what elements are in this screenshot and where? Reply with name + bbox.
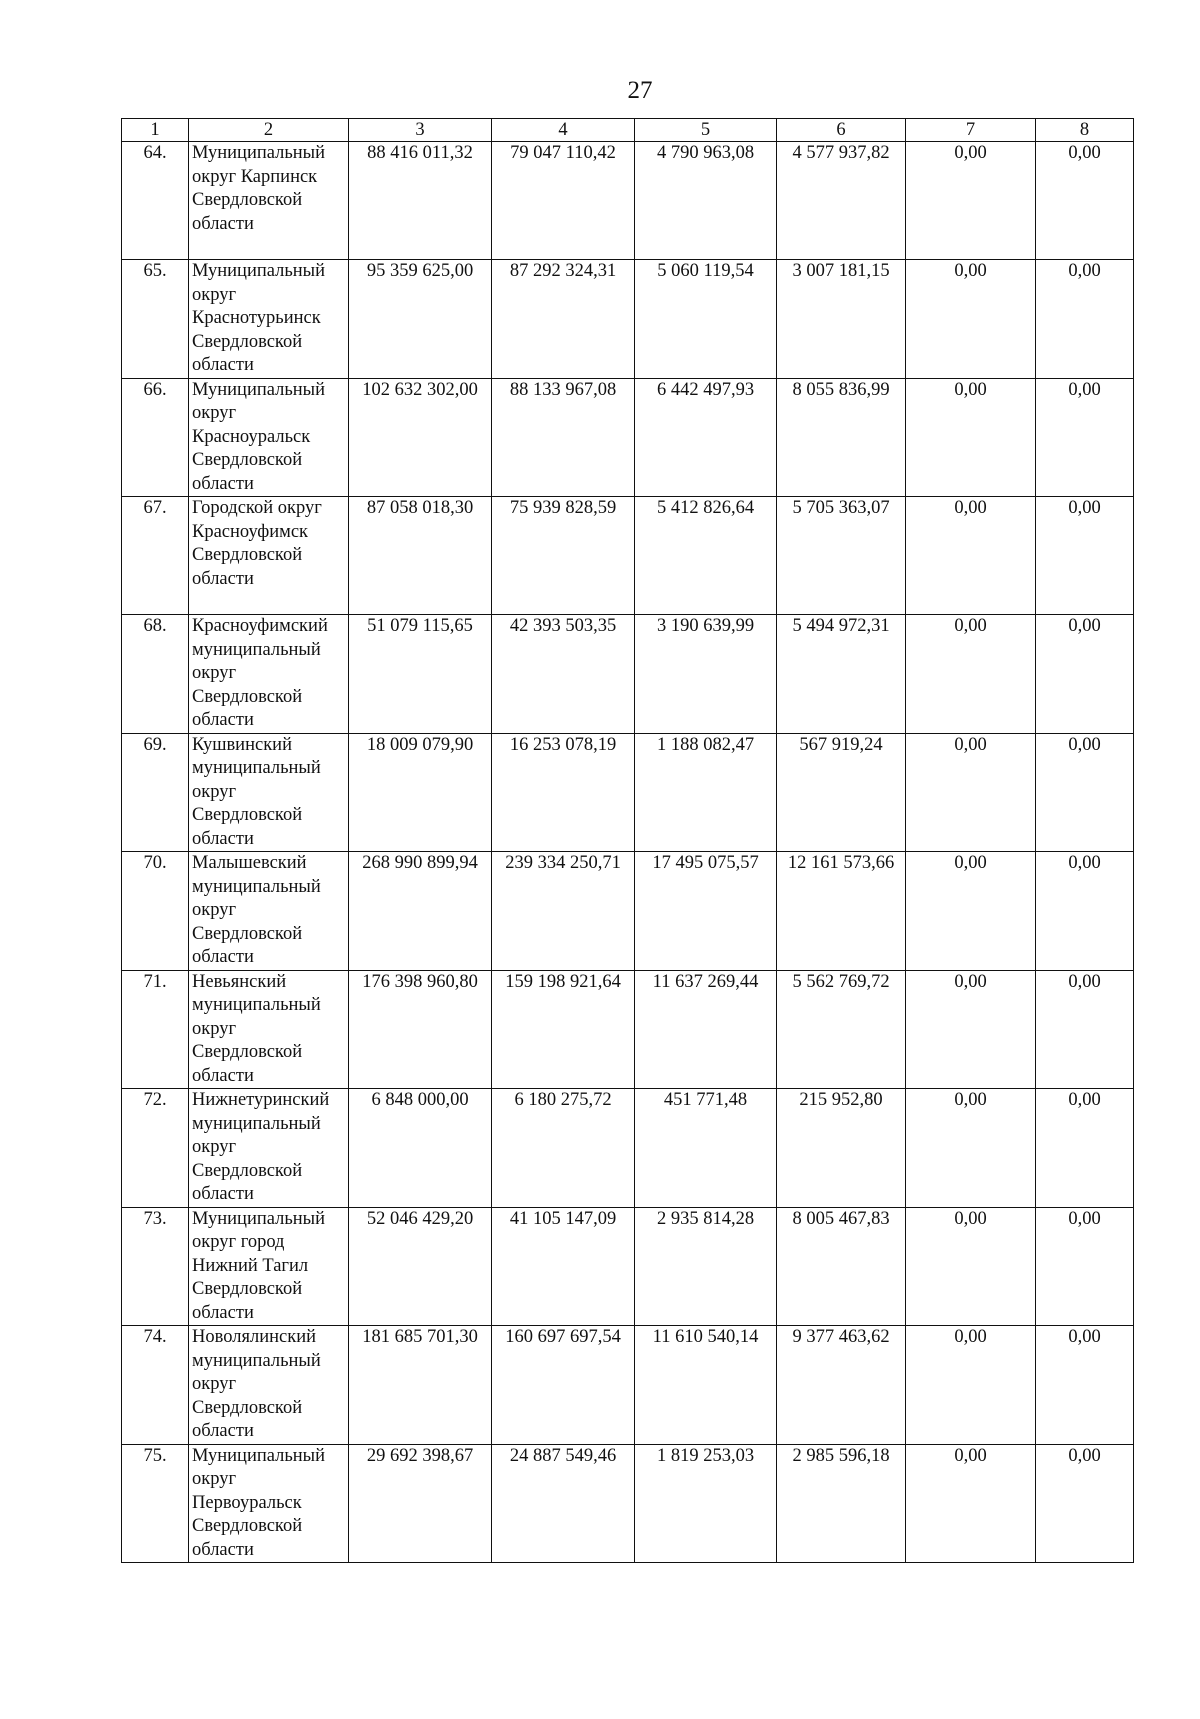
value-col-6: 5 705 363,07 [777,497,906,615]
value-col-5: 3 190 639,99 [635,615,777,734]
municipality-name-line: округ [192,1469,237,1489]
municipality-name-line: области [192,355,254,375]
value-col-4: 75 939 828,59 [492,497,635,615]
value-col-3: 6 848 000,00 [349,1089,492,1208]
table-row [122,1207,1134,1326]
value-col-8: 0,00 [1036,260,1134,379]
column-number-8: 8 [1036,119,1134,142]
municipality-name [189,497,349,615]
municipality-name-line: области [192,1184,254,1204]
municipality-name-line: Краснотурьинск [192,308,321,328]
value-col-8: 0,00 [1036,497,1134,615]
value-col-5: 1 188 082,47 [635,733,777,852]
value-col-8: 0,00 [1036,615,1134,734]
value-col-6: 4 577 937,82 [777,142,906,260]
municipality-name-line: области [192,947,254,967]
table-row [122,1326,1134,1445]
municipality-name-line: Свердловской [192,1042,303,1062]
column-number-5: 5 [635,119,777,142]
municipality-name-line: Свердловской [192,331,303,352]
table-body [122,119,1134,1563]
municipality-name-line: области [192,1539,254,1560]
municipality-name-line: Муниципальный [192,143,326,163]
column-number-2: 2 [189,119,349,142]
municipality-name-line: Невьянский [192,971,287,992]
municipality-name-line: Свердловской [192,190,303,210]
value-col-6: 12 161 573,66 [777,852,906,971]
value-col-3: 51 079 115,65 [349,615,492,734]
value-col-6: 567 919,24 [777,733,906,852]
municipality-name-line: Свердловской [192,450,303,470]
municipality-name-line: Новолялинский [192,1327,316,1347]
municipality-name [189,1089,349,1208]
municipality-name [189,1444,349,1563]
value-col-3: 88 416 011,32 [349,142,492,260]
municipality-name-line: области [192,1421,254,1441]
value-col-5: 2 935 814,28 [635,1207,777,1326]
value-col-3: 29 692 398,67 [349,1444,492,1563]
municipality-name-line: округ [192,1018,237,1039]
value-col-4: 79 047 110,42 [492,142,635,260]
municipality-name [189,970,349,1089]
value-col-5: 11 637 269,44 [635,970,777,1089]
value-col-7: 0,00 [906,852,1036,971]
table-row [122,497,1134,615]
value-col-6: 5 562 769,72 [777,970,906,1089]
value-col-5: 5 060 119,54 [635,260,777,379]
value-col-3: 102 632 302,00 [349,378,492,497]
municipality-name-line: Муниципальный [192,261,326,281]
municipality-name [189,142,349,260]
municipality-name-line: муниципальный [192,758,321,778]
value-col-8: 0,00 [1036,733,1134,852]
value-col-3: 52 046 429,20 [349,1207,492,1326]
value-col-8: 0,00 [1036,970,1134,1089]
municipality-name-line: округ [192,284,237,305]
value-col-7: 0,00 [906,378,1036,497]
municipality-name-line: области [192,710,254,730]
row-number: 69. [122,733,189,852]
value-col-5: 17 495 075,57 [635,852,777,971]
value-col-7: 0,00 [906,1326,1036,1445]
value-col-4: 239 334 250,71 [492,852,635,971]
municipality-name-line: Свердловской [192,686,303,707]
row-number: 74. [122,1326,189,1445]
value-col-8: 0,00 [1036,142,1134,260]
value-col-3: 176 398 960,80 [349,970,492,1089]
row-number: 67. [122,497,189,615]
municipality-name [189,260,349,379]
column-number-7: 7 [906,119,1036,142]
column-number-3: 3 [349,119,492,142]
value-col-4: 6 180 275,72 [492,1089,635,1208]
value-col-4: 88 133 967,08 [492,378,635,497]
value-col-5: 4 790 963,08 [635,142,777,260]
municipality-name-line: области [192,1065,254,1086]
row-number: 70. [122,852,189,971]
value-col-4: 159 198 921,64 [492,970,635,1089]
value-col-4: 41 105 147,09 [492,1207,635,1326]
municipality-name-line: Муниципальный [192,379,326,400]
row-number: 65. [122,260,189,379]
row-number: 71. [122,970,189,1089]
value-col-7: 0,00 [906,142,1036,260]
value-col-8: 0,00 [1036,378,1134,497]
value-col-4: 16 253 078,19 [492,733,635,852]
municipality-name-line: Свердловской [192,1516,303,1536]
municipality-name-line: области [192,828,254,849]
municipality-name [189,852,349,971]
municipality-name-line: Малышевский [192,853,307,873]
municipality-name-line: округ Карпинск [192,166,318,187]
value-col-6: 3 007 181,15 [777,260,906,379]
municipality-name-line: Свердловской [192,1397,303,1418]
value-col-5: 5 412 826,64 [635,497,777,615]
municipality-name-line: Муниципальный [192,1445,326,1466]
value-col-8: 0,00 [1036,1444,1134,1563]
municipality-name-line: округ [192,663,237,683]
municipality-name-line: Свердловской [192,1160,303,1181]
value-col-4: 42 393 503,35 [492,615,635,734]
municipality-name-line: области [192,1302,254,1323]
value-col-7: 0,00 [906,260,1036,379]
municipality-name-line: округ город [192,1232,285,1252]
value-col-3: 18 009 079,90 [349,733,492,852]
row-number: 66. [122,378,189,497]
table-row [122,615,1134,734]
municipality-name-line: округ [192,403,237,423]
value-col-7: 0,00 [906,615,1036,734]
value-col-6: 5 494 972,31 [777,615,906,734]
municipality-name-line: Свердловской [192,805,303,825]
municipality-name-line: Кушвинский [192,734,292,755]
municipality-name [189,1326,349,1445]
value-col-4: 24 887 549,46 [492,1444,635,1563]
value-col-8: 0,00 [1036,852,1134,971]
table-row [122,1444,1134,1563]
municipality-name [189,615,349,734]
value-col-6: 2 985 596,18 [777,1444,906,1563]
value-col-3: 87 058 018,30 [349,497,492,615]
table-row [122,970,1134,1089]
municipality-name-line: Нижнетуринский [192,1090,330,1110]
municipality-name-line: округ [192,900,237,920]
municipality-name-line: муниципальный [192,876,321,897]
value-col-8: 0,00 [1036,1207,1134,1326]
municipality-name-line: Красноуфимск [192,521,309,542]
row-number: 72. [122,1089,189,1208]
value-col-5: 11 610 540,14 [635,1326,777,1445]
budget-table [121,118,1134,1563]
table-row [122,260,1134,379]
municipality-name-line: Городской округ [192,498,322,518]
municipality-name-line: Нижний Тагил [192,1255,309,1276]
value-col-3: 95 359 625,00 [349,260,492,379]
column-number-4: 4 [492,119,635,142]
value-col-6: 8 055 836,99 [777,378,906,497]
value-col-3: 268 990 899,94 [349,852,492,971]
value-col-7: 0,00 [906,497,1036,615]
table-row [122,733,1134,852]
row-number: 75. [122,1444,189,1563]
municipality-name-line: муниципальный [192,995,321,1015]
municipality-name-line: Свердловской [192,1279,303,1299]
value-col-7: 0,00 [906,1444,1036,1563]
table-row [122,378,1134,497]
municipality-name-line: Красноуральск [192,426,311,447]
row-number: 73. [122,1207,189,1326]
municipality-name-line: муниципальный [192,1350,321,1371]
municipality-name-line: муниципальный [192,1113,321,1134]
value-col-5: 451 771,48 [635,1089,777,1208]
municipality-name-line: области [192,473,254,494]
row-number: 64. [122,142,189,260]
municipality-name [189,1207,349,1326]
value-col-8: 0,00 [1036,1326,1134,1445]
municipality-name-line: муниципальный [192,639,321,660]
value-col-4: 160 697 697,54 [492,1326,635,1445]
municipality-name [189,378,349,497]
municipality-name-line: Красноуфимский [192,616,328,636]
row-number: 68. [122,615,189,734]
municipality-name-line: округ [192,781,237,802]
table-row [122,142,1134,260]
municipality-name [189,733,349,852]
municipality-name-line: округ [192,1374,237,1394]
municipality-name-line: области [192,213,254,234]
value-col-7: 0,00 [906,733,1036,852]
column-number-row [122,119,1134,142]
value-col-7: 0,00 [906,970,1036,1089]
municipality-name-line: Муниципальный [192,1208,326,1229]
column-number-6: 6 [777,119,906,142]
value-col-6: 215 952,80 [777,1089,906,1208]
value-col-6: 8 005 467,83 [777,1207,906,1326]
value-col-5: 6 442 497,93 [635,378,777,497]
value-col-6: 9 377 463,62 [777,1326,906,1445]
value-col-3: 181 685 701,30 [349,1326,492,1445]
value-col-4: 87 292 324,31 [492,260,635,379]
value-col-5: 1 819 253,03 [635,1444,777,1563]
municipality-name-line: Свердловской [192,923,303,944]
value-col-7: 0,00 [906,1089,1036,1208]
table-row [122,1089,1134,1208]
column-number-1: 1 [122,119,189,142]
municipality-name-line: Свердловской [192,545,303,565]
municipality-name-line: округ [192,1137,237,1157]
value-col-8: 0,00 [1036,1089,1134,1208]
page-number: 27 [627,77,653,104]
municipality-name-line: Первоуральск [192,1492,302,1513]
table-row [122,852,1134,971]
municipality-name-line: области [192,568,254,589]
value-col-7: 0,00 [906,1207,1036,1326]
